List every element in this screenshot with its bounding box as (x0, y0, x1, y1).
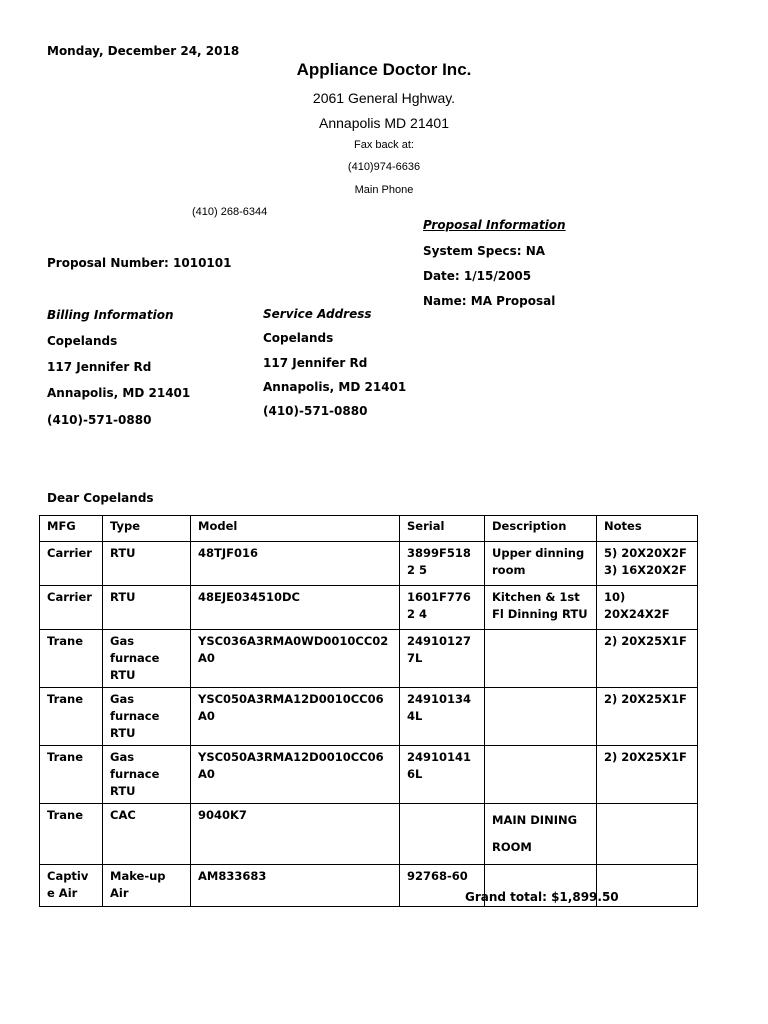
cell-model: 9040K7 (191, 804, 400, 865)
table-row (40, 804, 698, 865)
cell-description (485, 746, 597, 804)
cell-serial: 249101344L (400, 688, 485, 746)
grand-total: Grand total: $1,899.50 (465, 890, 619, 904)
cell-notes: 2) 20X25X1F (597, 746, 698, 804)
service-name: Copelands (263, 331, 334, 345)
header-notes: Notes (597, 516, 698, 542)
proposal-date: Date: 1/15/2005 (423, 269, 532, 283)
cell-serial: 3899F5182 5 (400, 542, 485, 586)
cell-description (485, 630, 597, 688)
cell-type: RTU (103, 586, 191, 630)
cell-mfg: Trane (40, 630, 103, 688)
cell-mfg: Carrier (40, 542, 103, 586)
service-phone: (410)-571-0880 (263, 404, 368, 418)
cell-type: Gas furnace RTU (103, 688, 191, 746)
billing-name: Copelands (47, 334, 118, 348)
company-address-line1: 2061 General Hghway. (312, 90, 456, 106)
proposal-name: Name: MA Proposal (423, 294, 556, 308)
cell-serial (400, 804, 485, 865)
salutation: Dear Copelands (47, 491, 154, 505)
cell-serial: 249101277L (400, 630, 485, 688)
header-description: Description (485, 516, 597, 542)
service-city: Annapolis, MD 21401 (263, 380, 407, 394)
cell-mfg: Carrier (40, 586, 103, 630)
system-specs: System Specs: NA (423, 244, 546, 258)
cell-notes (597, 804, 698, 865)
cell-mfg: Trane (40, 688, 103, 746)
cell-notes: 2) 20X25X1F (597, 630, 698, 688)
fax-label: Fax back at: (354, 139, 414, 151)
cell-model: YSC050A3RMA12D0010CC06A0 (191, 746, 400, 804)
service-street: 117 Jennifer Rd (263, 356, 368, 370)
cell-model: 48EJE034510DC (191, 586, 400, 630)
cell-notes: 10) 20X24X2F (597, 586, 698, 630)
cell-notes: 5) 20X20X2F 3) 16X20X2F (597, 542, 698, 586)
header-type: Type (103, 516, 191, 542)
proposal-number: Proposal Number: 1010101 (47, 256, 232, 270)
cell-mfg: Trane (40, 804, 103, 865)
cell-type: RTU (103, 542, 191, 586)
billing-phone: (410)-571-0880 (47, 413, 152, 427)
table-row (40, 630, 698, 688)
cell-serial: 92768-60 (400, 865, 485, 907)
cell-serial: 249101416L (400, 746, 485, 804)
document-date: Monday, December 24, 2018 (47, 44, 240, 58)
cell-model: AM833683 (191, 865, 400, 907)
company-address-line2: Annapolis MD 21401 (319, 115, 449, 131)
cell-mfg: Trane (40, 746, 103, 804)
cell-type: Gas furnace RTU (103, 630, 191, 688)
billing-heading: Billing Information (47, 308, 174, 322)
cell-type: Make-up Air (103, 865, 191, 907)
header-serial: Serial (400, 516, 485, 542)
table-row (40, 586, 698, 630)
proposal-info-heading: Proposal Information (423, 218, 566, 232)
header-mfg: MFG (40, 516, 103, 542)
cell-model: 48TJF016 (191, 542, 400, 586)
table-row (40, 746, 698, 804)
cell-description: MAIN DINING ROOM (485, 804, 597, 865)
table-row (40, 542, 698, 586)
cell-model: YSC036A3RMA0WD0010CC02A0 (191, 630, 400, 688)
cell-description: Kitchen & 1st Fl Dinning RTU (485, 586, 597, 630)
cell-type: Gas furnace RTU (103, 746, 191, 804)
main-phone-number: (410) 268-6344 (192, 206, 268, 218)
table-row (40, 688, 698, 746)
cell-serial: 1601F7762 4 (400, 586, 485, 630)
cell-description (485, 688, 597, 746)
company-name: Appliance Doctor Inc. (296, 60, 472, 79)
billing-street: 117 Jennifer Rd (47, 360, 152, 374)
main-phone-label: Main Phone (354, 184, 414, 196)
fax-number: (410)974-6636 (347, 161, 421, 173)
cell-model: YSC050A3RMA12D0010CC06A0 (191, 688, 400, 746)
cell-notes: 2) 20X25X1F (597, 688, 698, 746)
cell-description: Upper dinning room (485, 542, 597, 586)
equipment-table (39, 515, 698, 907)
cell-mfg: Captive Air (40, 865, 103, 907)
header-model: Model (191, 516, 400, 542)
cell-type: CAC (103, 804, 191, 865)
service-heading: Service Address (263, 307, 372, 321)
table-header-row (40, 516, 698, 542)
billing-city: Annapolis, MD 21401 (47, 386, 191, 400)
